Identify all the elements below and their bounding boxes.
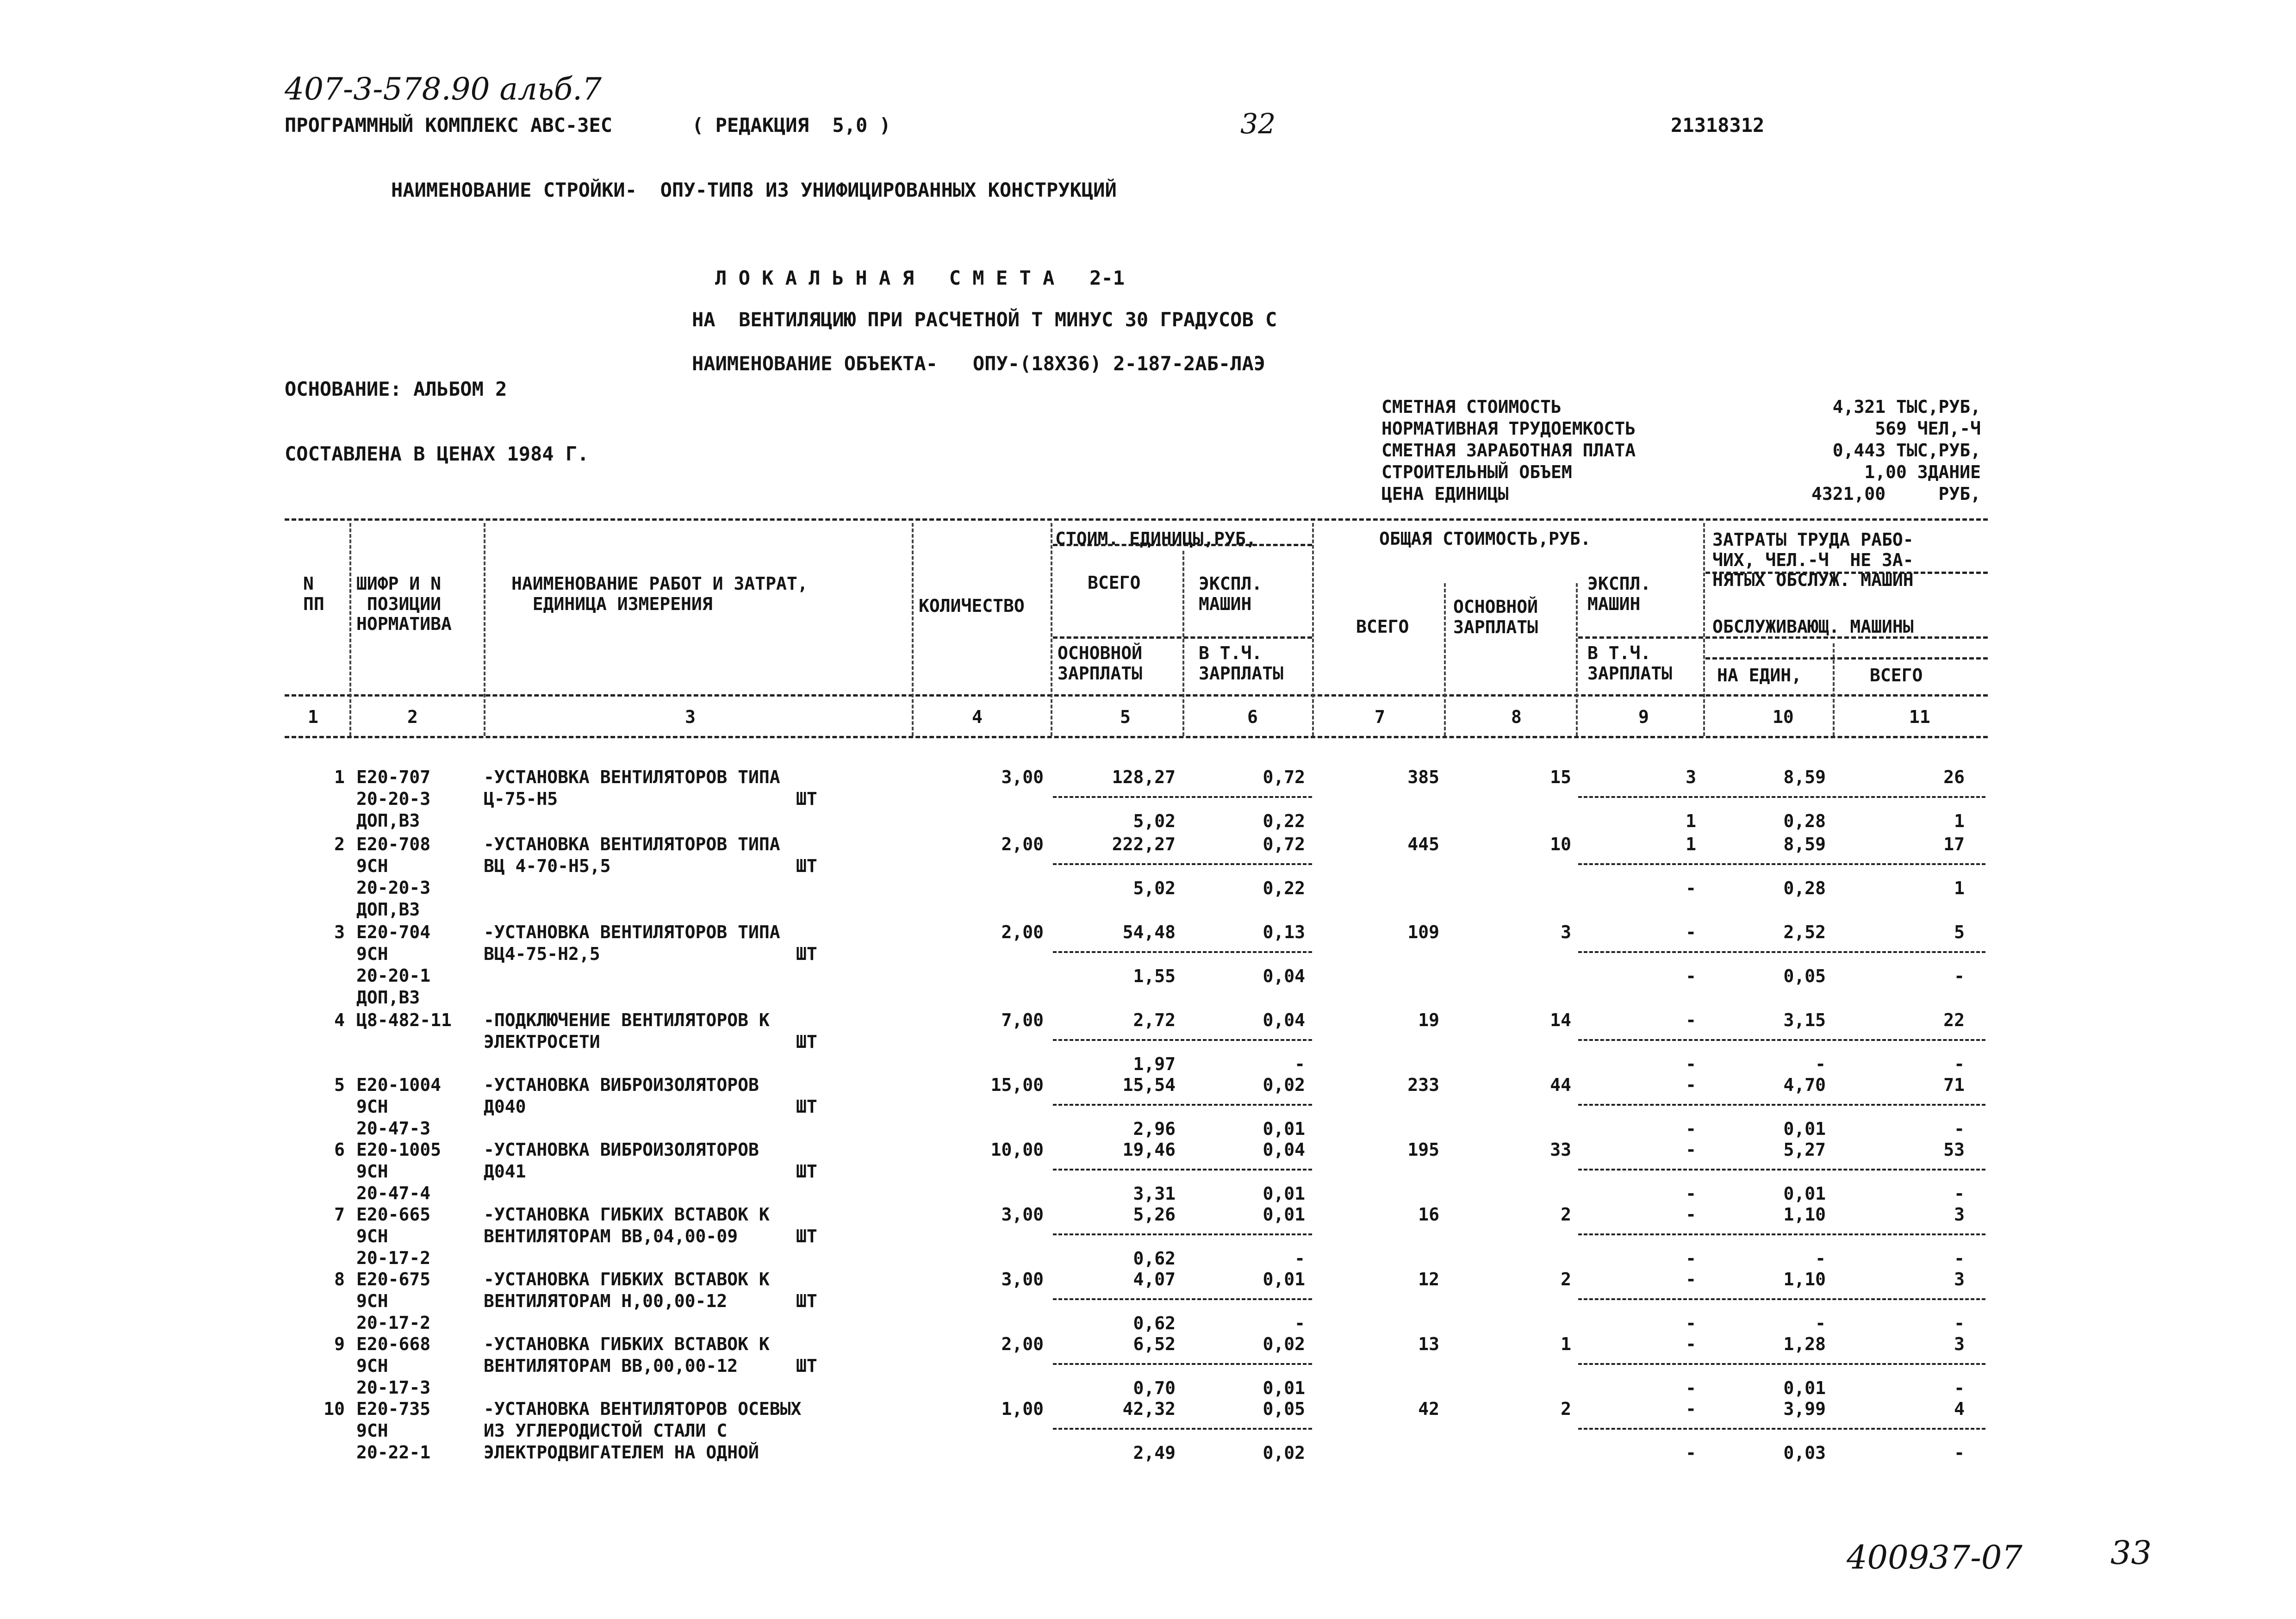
row-code: 20-17-2 — [356, 1248, 431, 1268]
col-header-labor: ЗАТРАТЫ ТРУДА РАБО- ЧИХ, ЧЕЛ.-Ч НЕ ЗА- НЯТЫХ ОБСЛУЖ. МАШИН — [1712, 529, 1914, 591]
row-code: Е20-668 — [356, 1334, 431, 1354]
summary-label: СТРОИТЕЛЬНЫЙ ОБЪЕМ — [1381, 462, 1572, 482]
row-labor-total: 3 — [1954, 1334, 1965, 1354]
row-code: 20-47-3 — [356, 1118, 431, 1139]
row-work-name: ВЦ 4-70-Н5,5 — [484, 856, 611, 876]
row-total-machines: - — [1686, 1204, 1696, 1225]
col-header-labor-total: ВСЕГО — [1870, 665, 1923, 685]
column-number: 5 — [1120, 707, 1131, 727]
row-unit-incl-wages: 0,01 — [1263, 1183, 1305, 1204]
row-work-name: Ц-75-Н5 — [484, 789, 558, 809]
row-total-wages: 3 — [1561, 922, 1571, 942]
row-code: Е20-665 — [356, 1204, 431, 1225]
col-header-unit-cost: СТОИМ. ЕДИНИЦЫ,РУБ, — [1055, 529, 1257, 549]
document-code: 21318312 — [1671, 114, 1765, 137]
row-labor-service-total: - — [1954, 1313, 1965, 1333]
row-unit-machines: 0,13 — [1263, 922, 1305, 942]
row-unit-incl-wages: 0,02 — [1263, 1443, 1305, 1463]
estimate-subject: НА ВЕНТИЛЯЦИЮ ПРИ РАСЧЕТНОЙ Т МИНУС 30 ГРАДУСОВ С — [692, 308, 1277, 331]
row-total-machines: 3 — [1686, 767, 1696, 787]
row-unit-machines: 0,04 — [1263, 1010, 1305, 1030]
row-total: 109 — [1407, 922, 1439, 942]
summary-label: СМЕТНАЯ ЗАРАБОТНАЯ ПЛАТА — [1381, 440, 1636, 461]
row-total-machines: - — [1686, 1140, 1696, 1160]
row-sub-rule — [1053, 1428, 1312, 1430]
row-unit-total: 54,48 — [1122, 922, 1176, 942]
row-total-wages: 15 — [1550, 767, 1571, 787]
row-code: 20-17-3 — [356, 1377, 431, 1398]
handwritten-album-ref: 407-3-578.90 альб.7 — [285, 71, 602, 107]
row-code: 9СН — [356, 1226, 388, 1246]
row-number: 7 — [334, 1204, 345, 1225]
row-quantity: 7,00 — [1001, 1010, 1044, 1030]
row-quantity: 10,00 — [990, 1140, 1044, 1160]
row-sub-rule — [1053, 1169, 1312, 1171]
page-number: 32 — [1240, 108, 1276, 140]
row-unit-machines: 0,01 — [1263, 1269, 1305, 1289]
row-unit-incl-wages: 0,04 — [1263, 966, 1305, 986]
row-quantity: 3,00 — [1001, 1204, 1044, 1225]
row-total: 12 — [1418, 1269, 1439, 1289]
row-code: 9СН — [356, 856, 388, 876]
row-code: 9СН — [356, 1161, 388, 1182]
basis: ОСНОВАНИЕ: АЛЬБОМ 2 — [285, 378, 507, 400]
row-labor-unit: 8,59 — [1783, 834, 1826, 854]
row-number: 10 — [324, 1399, 345, 1419]
row-code: 20-17-2 — [356, 1313, 431, 1333]
row-quantity: 3,00 — [1001, 767, 1044, 787]
row-code: 20-22-1 — [356, 1442, 431, 1463]
col-header-name: НАИМЕНОВАНИЕ РАБОТ И ЗАТРАТ, ЕДИНИЦА ИЗМЕРЕНИЯ — [511, 573, 808, 614]
row-total-machines: - — [1686, 1075, 1696, 1095]
row-code: Е20-675 — [356, 1269, 431, 1289]
row-total: 233 — [1407, 1075, 1439, 1095]
row-labor-total: 4 — [1954, 1399, 1965, 1419]
row-total-incl-wages: - — [1686, 1054, 1696, 1074]
row-labor-service-total: - — [1954, 1443, 1965, 1463]
row-total-incl-wages: 1 — [1686, 811, 1696, 831]
col-divider — [349, 523, 351, 736]
row-work-name: ВЦ4-75-Н2,5 — [484, 944, 600, 964]
row-total-machines: - — [1686, 1399, 1696, 1419]
row-code: Е20-704 — [356, 922, 431, 942]
col-header-unit-wages: ОСНОВНОЙ ЗАРПЛАТЫ — [1058, 643, 1143, 684]
row-unit-wages: 2,96 — [1133, 1119, 1176, 1139]
row-quantity: 15,00 — [990, 1075, 1044, 1095]
row-unit-total: 128,27 — [1112, 767, 1176, 787]
handwritten-sheet-number: 33 — [2110, 1534, 2152, 1572]
construction-name: НАИМЕНОВАНИЕ СТРОЙКИ- ОПУ-ТИП8 ИЗ УНИФИЦИРОВАННЫХ КОНСТРУКЦИЙ — [391, 179, 1117, 201]
column-number: 2 — [407, 707, 418, 727]
row-unit: ШТ — [796, 856, 817, 876]
col-divider — [912, 523, 914, 736]
summary-value: 1,00 ЗДАНИЕ — [1864, 462, 1981, 482]
row-work-name: Д041 — [484, 1161, 526, 1182]
row-number: 9 — [334, 1334, 345, 1354]
column-number: 4 — [972, 707, 983, 727]
row-labor-service-total: - — [1954, 1183, 1965, 1204]
col-header-total-all: ВСЕГО — [1356, 616, 1409, 637]
row-code: ДОП,В3 — [356, 987, 420, 1008]
row-unit-total: 6,52 — [1133, 1334, 1176, 1354]
row-unit-machines: 0,72 — [1263, 767, 1305, 787]
row-total-wages: 1 — [1561, 1334, 1571, 1354]
row-labor-unit: 1,10 — [1783, 1269, 1826, 1289]
summary-value: 569 ЧЕЛ,-Ч — [1875, 418, 1981, 439]
row-sub-rule — [1053, 1298, 1312, 1300]
row-total-wages: 2 — [1561, 1399, 1571, 1419]
row-unit-total: 42,32 — [1122, 1399, 1176, 1419]
column-number: 1 — [308, 707, 318, 727]
row-unit-incl-wages: - — [1294, 1054, 1305, 1074]
row-unit-incl-wages: 0,01 — [1263, 1378, 1305, 1398]
row-total: 19 — [1418, 1010, 1439, 1030]
row-labor-service-total: 1 — [1954, 878, 1965, 898]
col-divider — [1444, 583, 1446, 736]
row-labor-service-unit: - — [1815, 1248, 1826, 1269]
row-unit-machines: 0,01 — [1263, 1204, 1305, 1225]
col-divider — [1703, 523, 1705, 736]
row-sub-rule — [1053, 863, 1312, 865]
row-unit-incl-wages: 0,22 — [1263, 878, 1305, 898]
row-labor-total: 26 — [1943, 767, 1965, 787]
col-header-unit-total: ВСЕГО — [1088, 573, 1141, 593]
row-sub-rule — [1053, 796, 1312, 798]
row-code: Е20-735 — [356, 1399, 431, 1419]
col-divider — [1576, 583, 1578, 736]
row-unit-total: 2,72 — [1133, 1010, 1176, 1030]
col-header-qty: КОЛИЧЕСТВО — [919, 596, 1025, 616]
row-total: 42 — [1418, 1399, 1439, 1419]
table-top-rule — [285, 518, 1988, 521]
col-header-total-incl-wages: В Т.Ч. ЗАРПЛАТЫ — [1587, 643, 1673, 684]
row-work-name: ЭЛЕКТРОДВИГАТЕЛЕМ НА ОДНОЙ — [484, 1442, 759, 1463]
row-unit-wages: 1,97 — [1133, 1054, 1176, 1074]
price-basis: СОСТАВЛЕНА В ЦЕНАХ 1984 Г. — [285, 442, 589, 465]
row-number: 5 — [334, 1075, 345, 1095]
row-work-name: -УСТАНОВКА ГИБКИХ ВСТАВОК К — [484, 1334, 770, 1354]
unit-cost-mid-rule — [1053, 636, 1312, 639]
row-sub-rule — [1578, 1233, 1985, 1235]
row-total-wages: 44 — [1550, 1075, 1571, 1095]
row-labor-service-unit: 0,01 — [1783, 1183, 1826, 1204]
summary-value: 4,321 ТЫС,РУБ, — [1832, 397, 1981, 417]
row-labor-unit: 1,28 — [1783, 1334, 1826, 1354]
row-number: 3 — [334, 922, 345, 942]
summary-label: СМЕТНАЯ СТОИМОСТЬ — [1381, 397, 1562, 417]
row-unit: ШТ — [796, 944, 817, 964]
row-total-wages: 2 — [1561, 1269, 1571, 1289]
row-total-incl-wages: - — [1686, 1313, 1696, 1333]
row-unit-wages: 5,02 — [1133, 811, 1176, 831]
row-labor-unit: 4,70 — [1783, 1075, 1826, 1095]
estimate-title: Л О К А Л Ь Н А Я С М Е Т А 2-1 — [715, 267, 1125, 289]
column-number: 3 — [685, 707, 696, 727]
col-header-total-wages: ОСНОВНОЙ ЗАРПЛАТЫ — [1453, 597, 1538, 637]
row-code: 9СН — [356, 1420, 388, 1441]
row-work-name: -УСТАНОВКА ВЕНТИЛЯТОРОВ ОСЕВЫХ — [484, 1399, 802, 1419]
row-code: 20-47-4 — [356, 1183, 431, 1203]
numbers-rule — [285, 736, 1988, 738]
col-header-np: N ПП — [303, 573, 324, 614]
col-header-code: ШИФР И N ПОЗИЦИИ НОРМАТИВА — [356, 573, 452, 635]
row-labor-unit: 8,59 — [1783, 767, 1826, 787]
row-work-name: -УСТАНОВКА ВЕНТИЛЯТОРОВ ТИПА — [484, 834, 780, 854]
handwritten-inventory-number: 400937-07 — [1847, 1538, 2022, 1576]
row-unit-wages: 0,62 — [1133, 1248, 1176, 1269]
row-unit-incl-wages: - — [1294, 1248, 1305, 1269]
row-sub-rule — [1578, 1298, 1985, 1300]
row-work-name: -УСТАНОВКА ВИБРОИЗОЛЯТОРОВ — [484, 1075, 759, 1095]
col-divider — [1312, 523, 1314, 736]
row-number: 8 — [334, 1269, 345, 1289]
row-work-name: -УСТАНОВКА ВЕНТИЛЯТОРОВ ТИПА — [484, 767, 780, 787]
row-code: Е20-707 — [356, 767, 431, 787]
row-labor-service-total: - — [1954, 1054, 1965, 1074]
row-labor-service-unit: - — [1815, 1054, 1826, 1074]
row-unit-machines: 0,72 — [1263, 834, 1305, 854]
row-unit-total: 4,07 — [1133, 1269, 1176, 1289]
column-number: 6 — [1247, 707, 1258, 727]
row-unit-machines: 0,02 — [1263, 1075, 1305, 1095]
row-total: 385 — [1407, 767, 1439, 787]
row-code: 20-20-3 — [356, 789, 431, 809]
col-divider — [484, 523, 485, 736]
row-unit: ШТ — [796, 1291, 817, 1311]
row-code: ДОП,В3 — [356, 899, 420, 920]
row-total-wages: 14 — [1550, 1010, 1571, 1030]
row-labor-service-unit: 0,28 — [1783, 878, 1826, 898]
row-work-name: -УСТАНОВКА ГИБКИХ ВСТАВОК К — [484, 1269, 770, 1289]
summary-value: 4321,00 РУБ, — [1811, 484, 1981, 504]
col-divider — [1182, 551, 1184, 736]
row-total-incl-wages: - — [1686, 878, 1696, 898]
col-header-unit-incl-wages: В Т.Ч. ЗАРПЛАТЫ — [1199, 643, 1284, 684]
row-total: 195 — [1407, 1140, 1439, 1160]
col-header-labor-service: ОБСЛУЖИВАЮЩ. МАШИНЫ — [1712, 616, 1914, 637]
row-code: ДОП,В3 — [356, 810, 420, 831]
row-unit: ШТ — [796, 789, 817, 809]
row-quantity: 1,00 — [1001, 1399, 1044, 1419]
row-work-name: -УСТАНОВКА ГИБКИХ ВСТАВОК К — [484, 1204, 770, 1225]
row-unit: ШТ — [796, 1356, 817, 1376]
row-total-machines: 1 — [1686, 834, 1696, 854]
row-labor-service-total: - — [1954, 1119, 1965, 1139]
row-unit-incl-wages: 0,22 — [1263, 811, 1305, 831]
row-total-wages: 10 — [1550, 834, 1571, 854]
edition: ( РЕДАКЦИЯ 5,0 ) — [692, 114, 891, 137]
row-sub-rule — [1053, 1039, 1312, 1041]
row-total-incl-wages: - — [1686, 1248, 1696, 1269]
row-total-incl-wages: - — [1686, 1119, 1696, 1139]
row-code: Е20-1005 — [356, 1140, 442, 1160]
row-unit-machines: 0,04 — [1263, 1140, 1305, 1160]
row-labor-unit: 3,99 — [1783, 1399, 1826, 1419]
summary-label: НОРМАТИВНАЯ ТРУДОЕМКОСТЬ — [1381, 418, 1636, 439]
row-number: 2 — [334, 834, 345, 854]
row-labor-total: 3 — [1954, 1204, 1965, 1225]
row-sub-rule — [1053, 1233, 1312, 1235]
row-unit-incl-wages: - — [1294, 1313, 1305, 1333]
row-sub-rule — [1578, 796, 1985, 798]
row-quantity: 2,00 — [1001, 834, 1044, 854]
row-unit-incl-wages: 0,01 — [1263, 1119, 1305, 1139]
row-unit: ШТ — [796, 1161, 817, 1182]
row-code: 9СН — [356, 944, 388, 964]
row-labor-service-total: - — [1954, 1248, 1965, 1269]
row-sub-rule — [1578, 863, 1985, 865]
labor-rule-3 — [1705, 657, 1988, 660]
row-total-machines: - — [1686, 922, 1696, 942]
row-labor-total: 17 — [1943, 834, 1965, 854]
row-labor-service-unit: - — [1815, 1313, 1826, 1333]
row-code: 20-20-1 — [356, 965, 431, 986]
row-unit: ШТ — [796, 1032, 817, 1052]
row-labor-service-unit: 0,01 — [1783, 1378, 1826, 1398]
column-number: 11 — [1909, 707, 1930, 727]
row-work-name: -УСТАНОВКА ВЕНТИЛЯТОРОВ ТИПА — [484, 922, 780, 942]
row-code: 20-20-3 — [356, 878, 431, 898]
row-work-name: -ПОДКЛЮЧЕНИЕ ВЕНТИЛЯТОРОВ К — [484, 1010, 770, 1030]
row-work-name: ЭЛЕКТРОСЕТИ — [484, 1032, 600, 1052]
row-total-machines: - — [1686, 1010, 1696, 1030]
row-sub-rule — [1578, 1104, 1985, 1106]
col-header-unit-machines: ЭКСПЛ. МАШИН — [1199, 573, 1263, 614]
row-total-wages: 33 — [1550, 1140, 1571, 1160]
col-header-labor-unit: НА ЕДИН, — [1717, 665, 1802, 685]
row-sub-rule — [1053, 1363, 1312, 1365]
summary-value: 0,443 ТЫС,РУБ, — [1832, 440, 1981, 461]
column-number: 9 — [1638, 707, 1649, 727]
row-unit-machines: 0,02 — [1263, 1334, 1305, 1354]
row-total-incl-wages: - — [1686, 1378, 1696, 1398]
row-code: Е20-1004 — [356, 1075, 442, 1095]
col-header-total-machines: ЭКСПЛ. МАШИН — [1587, 573, 1651, 614]
row-labor-service-total: 1 — [1954, 811, 1965, 831]
row-unit-wages: 3,31 — [1133, 1183, 1176, 1204]
row-unit-wages: 0,70 — [1133, 1378, 1176, 1398]
row-sub-rule — [1053, 1104, 1312, 1106]
row-work-name: ВЕНТИЛЯТОРАМ ВВ,04,00-09 — [484, 1226, 738, 1246]
row-sub-rule — [1578, 1169, 1985, 1171]
machines-mid-rule — [1578, 636, 1703, 639]
row-labor-service-total: - — [1954, 1378, 1965, 1398]
row-code: 9СН — [356, 1096, 388, 1117]
row-labor-unit: 5,27 — [1783, 1140, 1826, 1160]
row-labor-service-unit: 0,03 — [1783, 1443, 1826, 1463]
row-unit-wages: 1,55 — [1133, 966, 1176, 986]
row-code: 9СН — [356, 1356, 388, 1376]
row-unit-total: 15,54 — [1122, 1075, 1176, 1095]
column-number: 7 — [1375, 707, 1385, 727]
row-number: 4 — [334, 1010, 345, 1030]
summary-label: ЦЕНА ЕДИНИЦЫ — [1381, 484, 1509, 504]
row-total-incl-wages: - — [1686, 966, 1696, 986]
row-labor-unit: 3,15 — [1783, 1010, 1826, 1030]
row-number: 1 — [334, 767, 345, 787]
row-total-incl-wages: - — [1686, 1443, 1696, 1463]
program-name: ПРОГРАММНЫЙ КОМПЛЕКС АВС-3ЕС — [285, 114, 613, 137]
row-sub-rule — [1578, 1363, 1985, 1365]
row-unit-machines: 0,05 — [1263, 1399, 1305, 1419]
row-total-machines: - — [1686, 1269, 1696, 1289]
row-unit-wages: 2,49 — [1133, 1443, 1176, 1463]
row-unit-total: 5,26 — [1133, 1204, 1176, 1225]
row-unit-total: 222,27 — [1112, 834, 1176, 854]
row-quantity: 2,00 — [1001, 922, 1044, 942]
row-work-name: ВЕНТИЛЯТОРАМ Н,00,00-12 — [484, 1291, 728, 1311]
row-labor-total: 5 — [1954, 922, 1965, 942]
object-name: НАИМЕНОВАНИЕ ОБЪЕКТА- ОПУ-(18Х36) 2-187-2АБ-ЛАЭ — [692, 352, 1266, 375]
row-quantity: 3,00 — [1001, 1269, 1044, 1289]
row-labor-total: 53 — [1943, 1140, 1965, 1160]
row-total-incl-wages: - — [1686, 1183, 1696, 1204]
row-work-name: ВЕНТИЛЯТОРАМ ВВ,00,00-12 — [484, 1356, 738, 1376]
header-rule — [285, 694, 1988, 697]
row-unit-wages: 0,62 — [1133, 1313, 1176, 1333]
row-labor-service-total: - — [1954, 966, 1965, 986]
row-unit-total: 19,46 — [1122, 1140, 1176, 1160]
row-sub-rule — [1578, 1039, 1985, 1041]
row-labor-service-unit: 0,28 — [1783, 811, 1826, 831]
row-labor-service-unit: 0,05 — [1783, 966, 1826, 986]
row-labor-total: 22 — [1943, 1010, 1965, 1030]
row-number: 6 — [334, 1140, 345, 1160]
row-labor-total: 71 — [1943, 1075, 1965, 1095]
row-total-wages: 2 — [1561, 1204, 1571, 1225]
row-code: 9СН — [356, 1291, 388, 1311]
row-work-name: -УСТАНОВКА ВИБРОИЗОЛЯТОРОВ — [484, 1140, 759, 1160]
row-unit-wages: 5,02 — [1133, 878, 1176, 898]
col-divider — [1051, 523, 1052, 736]
row-work-name: Д040 — [484, 1096, 526, 1117]
row-total: 16 — [1418, 1204, 1439, 1225]
row-labor-service-unit: 0,01 — [1783, 1119, 1826, 1139]
row-quantity: 2,00 — [1001, 1334, 1044, 1354]
row-code: Ц8-482-11 — [356, 1010, 452, 1030]
row-total-machines: - — [1686, 1334, 1696, 1354]
row-sub-rule — [1578, 1428, 1985, 1430]
row-total: 13 — [1418, 1334, 1439, 1354]
column-number: 8 — [1511, 707, 1522, 727]
row-code: Е20-708 — [356, 834, 431, 854]
row-sub-rule — [1578, 951, 1985, 953]
row-work-name: ИЗ УГЛЕРОДИСТОЙ СТАЛИ С — [484, 1420, 728, 1441]
row-total: 445 — [1407, 834, 1439, 854]
row-unit: ШТ — [796, 1226, 817, 1246]
column-number: 10 — [1773, 707, 1794, 727]
row-unit: ШТ — [796, 1096, 817, 1117]
row-labor-unit: 2,52 — [1783, 922, 1826, 942]
row-labor-unit: 1,10 — [1783, 1204, 1826, 1225]
row-labor-total: 3 — [1954, 1269, 1965, 1289]
col-header-total-cost: ОБЩАЯ СТОИМОСТЬ,РУБ. — [1379, 529, 1591, 549]
row-sub-rule — [1053, 951, 1312, 953]
